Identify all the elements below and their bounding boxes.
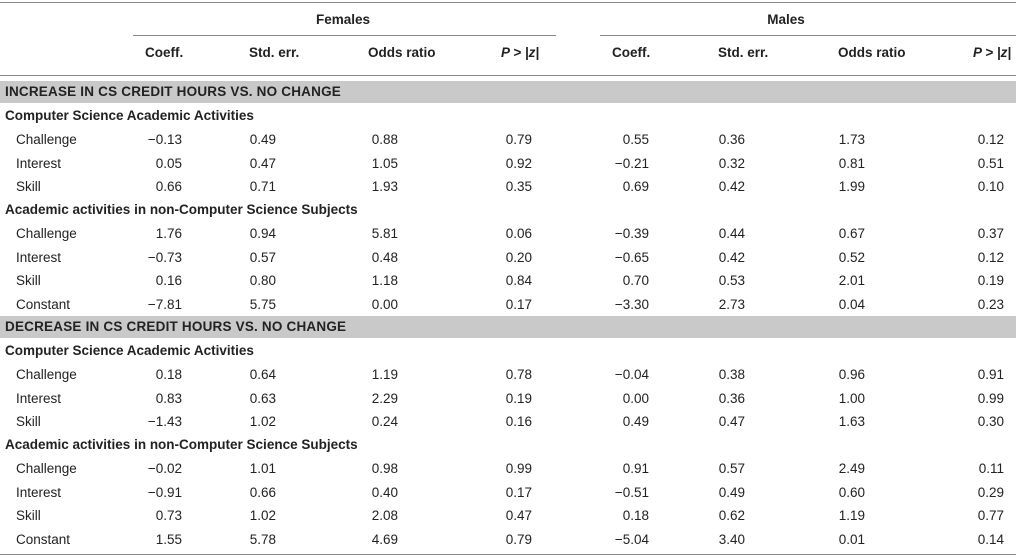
table-cell-male: −5.04 bbox=[614, 531, 649, 547]
row-label: Interest bbox=[16, 390, 62, 406]
females-underline bbox=[133, 35, 556, 36]
table-cell-male: 1.99 bbox=[838, 179, 865, 194]
table-cell-male: 1.63 bbox=[838, 414, 865, 429]
table-cell-female: 0.88 bbox=[371, 132, 398, 147]
col-coeff-m: Coeff. bbox=[612, 45, 651, 60]
table-cell-male: 0.60 bbox=[838, 484, 865, 500]
table-cell-female: 0.64 bbox=[249, 367, 276, 382]
table-cell-female: 2.08 bbox=[371, 508, 398, 523]
table-cell-male: 1.73 bbox=[838, 132, 865, 147]
row-label: Skill bbox=[16, 273, 41, 288]
table-cell-female: 0.05 bbox=[155, 155, 182, 171]
table-cell-female: 0.24 bbox=[371, 414, 398, 429]
table-cell-male: 0.70 bbox=[622, 273, 649, 288]
table-cell-male: 0.62 bbox=[718, 508, 745, 523]
table-cell-male: 0.42 bbox=[718, 179, 745, 194]
table-cell-female: 0.78 bbox=[505, 367, 532, 382]
table-cell-male: 0.53 bbox=[718, 273, 745, 288]
table-cell-female: 4.69 bbox=[371, 531, 398, 547]
table-cell-male: −0.65 bbox=[614, 249, 649, 265]
table-cell-female: 0.19 bbox=[505, 390, 532, 406]
table-cell-male: 0.18 bbox=[622, 508, 649, 523]
table-cell-female: 0.16 bbox=[155, 273, 182, 288]
row-label: Constant bbox=[16, 296, 71, 312]
table-cell-female: 0.73 bbox=[155, 508, 182, 523]
table-cell-male: 0.01 bbox=[838, 531, 865, 547]
table-cell-male: −0.04 bbox=[614, 367, 649, 382]
table-cell-female: 0.00 bbox=[371, 296, 398, 312]
table-cell-female: −1.43 bbox=[147, 414, 182, 429]
table-cell-female: 1.02 bbox=[249, 508, 276, 523]
table-cell-female: 1.19 bbox=[371, 367, 398, 382]
section-title-increase: INCREASE IN CS CREDIT HOURS VS. NO CHANGE bbox=[5, 84, 341, 99]
table-cell-female: 1.55 bbox=[155, 531, 182, 547]
group-header-females: Females bbox=[315, 12, 371, 27]
table-cell-female: 5.78 bbox=[249, 531, 276, 547]
subgroup-title: Academic activities in non-Computer Science Subjects bbox=[5, 202, 358, 217]
col-odds-f: Odds ratio bbox=[368, 45, 436, 60]
table-cell-female: 1.18 bbox=[371, 273, 398, 288]
table-cell-male: 0.67 bbox=[838, 226, 865, 241]
table-cell-female: 0.17 bbox=[505, 296, 532, 312]
table-cell-male: 0.36 bbox=[718, 132, 745, 147]
table-cell-female: 0.49 bbox=[249, 132, 276, 147]
col-odds-m: Odds ratio bbox=[838, 45, 906, 60]
subgroup-title: Academic activities in non-Computer Science Subjects bbox=[5, 437, 358, 452]
table-cell-female: 1.01 bbox=[249, 461, 276, 476]
row-label: Challenge bbox=[16, 226, 77, 241]
table-cell-female: 1.93 bbox=[371, 179, 398, 194]
table-cell-male: 0.51 bbox=[977, 155, 1004, 171]
table-cell-male: 0.10 bbox=[977, 179, 1004, 194]
table-cell-female: 0.66 bbox=[155, 179, 182, 194]
row-label: Challenge bbox=[16, 461, 77, 476]
table-cell-female: 0.99 bbox=[505, 461, 532, 476]
table-cell-male: 0.44 bbox=[718, 226, 745, 241]
table-cell-male: 1.19 bbox=[838, 508, 865, 523]
row-label: Interest bbox=[16, 249, 62, 265]
table-cell-female: 1.76 bbox=[155, 226, 182, 241]
table-cell-male: 0.38 bbox=[718, 367, 745, 382]
table-cell-female: 0.06 bbox=[505, 226, 532, 241]
table-cell-male: 0.19 bbox=[977, 273, 1004, 288]
table-cell-female: 0.79 bbox=[505, 132, 532, 147]
table-cell-male: 0.14 bbox=[977, 531, 1004, 547]
table-cell-female: 2.29 bbox=[371, 390, 398, 406]
row-label: Challenge bbox=[16, 132, 77, 147]
table-cell-male: 0.12 bbox=[977, 132, 1004, 147]
row-label: Constant bbox=[16, 531, 71, 547]
table-cell-female: 1.05 bbox=[371, 155, 398, 171]
table-cell-male: 0.42 bbox=[718, 249, 745, 265]
table-cell-male: 0.81 bbox=[838, 155, 865, 171]
col-p-m: P > |z| bbox=[973, 45, 1012, 60]
table-cell-female: 0.17 bbox=[505, 484, 532, 500]
row-label: Interest bbox=[16, 484, 62, 500]
table-cell-female: −0.13 bbox=[147, 132, 182, 147]
table-cell-male: 0.04 bbox=[838, 296, 865, 312]
top-rule bbox=[0, 2, 1016, 3]
table-cell-male: 3.40 bbox=[718, 531, 745, 547]
row-label: Challenge bbox=[16, 367, 77, 382]
col-stderr-f: Std. err. bbox=[249, 45, 300, 60]
table-cell-female: 0.57 bbox=[249, 249, 276, 265]
table-cell-male: 0.12 bbox=[977, 249, 1004, 265]
males-underline bbox=[600, 35, 1016, 36]
table-cell-female: 1.02 bbox=[249, 414, 276, 429]
group-header-males: Males bbox=[767, 12, 805, 27]
bottom-rule bbox=[0, 554, 1016, 555]
table-cell-female: −0.02 bbox=[147, 461, 182, 476]
row-label: Skill bbox=[16, 508, 41, 523]
table-cell-male: 0.30 bbox=[977, 414, 1004, 429]
table-cell-female: 5.75 bbox=[249, 296, 276, 312]
table-cell-male: 0.52 bbox=[838, 249, 865, 265]
table-cell-female: 0.18 bbox=[155, 367, 182, 382]
table-cell-female: −0.73 bbox=[147, 249, 182, 265]
table-cell-female: 0.92 bbox=[505, 155, 532, 171]
table-cell-male: 0.77 bbox=[977, 508, 1004, 523]
table-cell-male: 0.91 bbox=[977, 367, 1004, 382]
section-title-decrease: DECREASE IN CS CREDIT HOURS VS. NO CHANGE bbox=[5, 319, 347, 334]
table-cell-female: 0.35 bbox=[505, 179, 532, 194]
table-cell-female: 0.71 bbox=[249, 179, 276, 194]
table-cell-male: 0.11 bbox=[978, 461, 1004, 476]
col-stderr-m: Std. err. bbox=[718, 45, 769, 60]
table-cell-male: 0.29 bbox=[977, 484, 1004, 500]
row-label: Skill bbox=[16, 414, 41, 429]
subgroup-title: Computer Science Academic Activities bbox=[5, 343, 254, 358]
header-rule bbox=[0, 75, 1016, 76]
row-label: Skill bbox=[16, 179, 41, 194]
table-cell-female: 0.80 bbox=[249, 273, 276, 288]
table-cell-female: 5.81 bbox=[371, 226, 398, 241]
table-cell-male: 2.49 bbox=[838, 461, 865, 476]
table-cell-female: 0.83 bbox=[155, 390, 182, 406]
table-cell-female: 0.16 bbox=[505, 414, 532, 429]
table-cell-female: 0.20 bbox=[505, 249, 532, 265]
table-cell-male: 2.01 bbox=[838, 273, 865, 288]
table-cell-male: 2.73 bbox=[718, 296, 745, 312]
table-cell-female: 0.79 bbox=[505, 531, 532, 547]
table-cell-male: 0.96 bbox=[838, 367, 865, 382]
table-cell-male: 0.36 bbox=[718, 390, 745, 406]
table-cell-male: −0.51 bbox=[614, 484, 649, 500]
table-cell-female: 0.84 bbox=[505, 273, 532, 288]
table-cell-male: 0.69 bbox=[622, 179, 649, 194]
table-cell-male: 0.57 bbox=[718, 461, 745, 476]
table-cell-male: 0.23 bbox=[977, 296, 1004, 312]
table-cell-female: 0.98 bbox=[371, 461, 398, 476]
table-cell-male: −0.39 bbox=[614, 226, 649, 241]
table-cell-female: 0.40 bbox=[371, 484, 398, 500]
table-cell-male: 0.49 bbox=[622, 414, 649, 429]
subgroup-title: Computer Science Academic Activities bbox=[5, 108, 254, 123]
table-cell-male: 0.91 bbox=[622, 461, 649, 476]
table-cell-female: 0.47 bbox=[249, 155, 276, 171]
table-cell-male: −0.21 bbox=[614, 155, 649, 171]
table-cell-female: 0.48 bbox=[371, 249, 398, 265]
table-cell-male: 0.00 bbox=[622, 390, 649, 406]
table-cell-male: −3.30 bbox=[614, 296, 649, 312]
table-cell-female: 0.66 bbox=[249, 484, 276, 500]
table-cell-male: 0.55 bbox=[622, 132, 649, 147]
table-cell-female: 0.94 bbox=[249, 226, 276, 241]
table-cell-female: 0.63 bbox=[249, 390, 276, 406]
table-cell-female: −7.81 bbox=[147, 296, 182, 312]
table-cell-male: 0.49 bbox=[718, 484, 745, 500]
table-cell-male: 0.32 bbox=[718, 155, 745, 171]
table-cell-male: 0.47 bbox=[718, 414, 745, 429]
table-cell-female: 0.47 bbox=[505, 508, 532, 523]
table-cell-male: 0.99 bbox=[977, 390, 1004, 406]
table-cell-male: 1.00 bbox=[838, 390, 865, 406]
col-p-f: P > |z| bbox=[501, 45, 540, 60]
table-cell-male: 0.37 bbox=[977, 226, 1004, 241]
col-coeff-f: Coeff. bbox=[145, 45, 184, 60]
row-label: Interest bbox=[16, 155, 62, 171]
table-cell-female: −0.91 bbox=[147, 484, 182, 500]
